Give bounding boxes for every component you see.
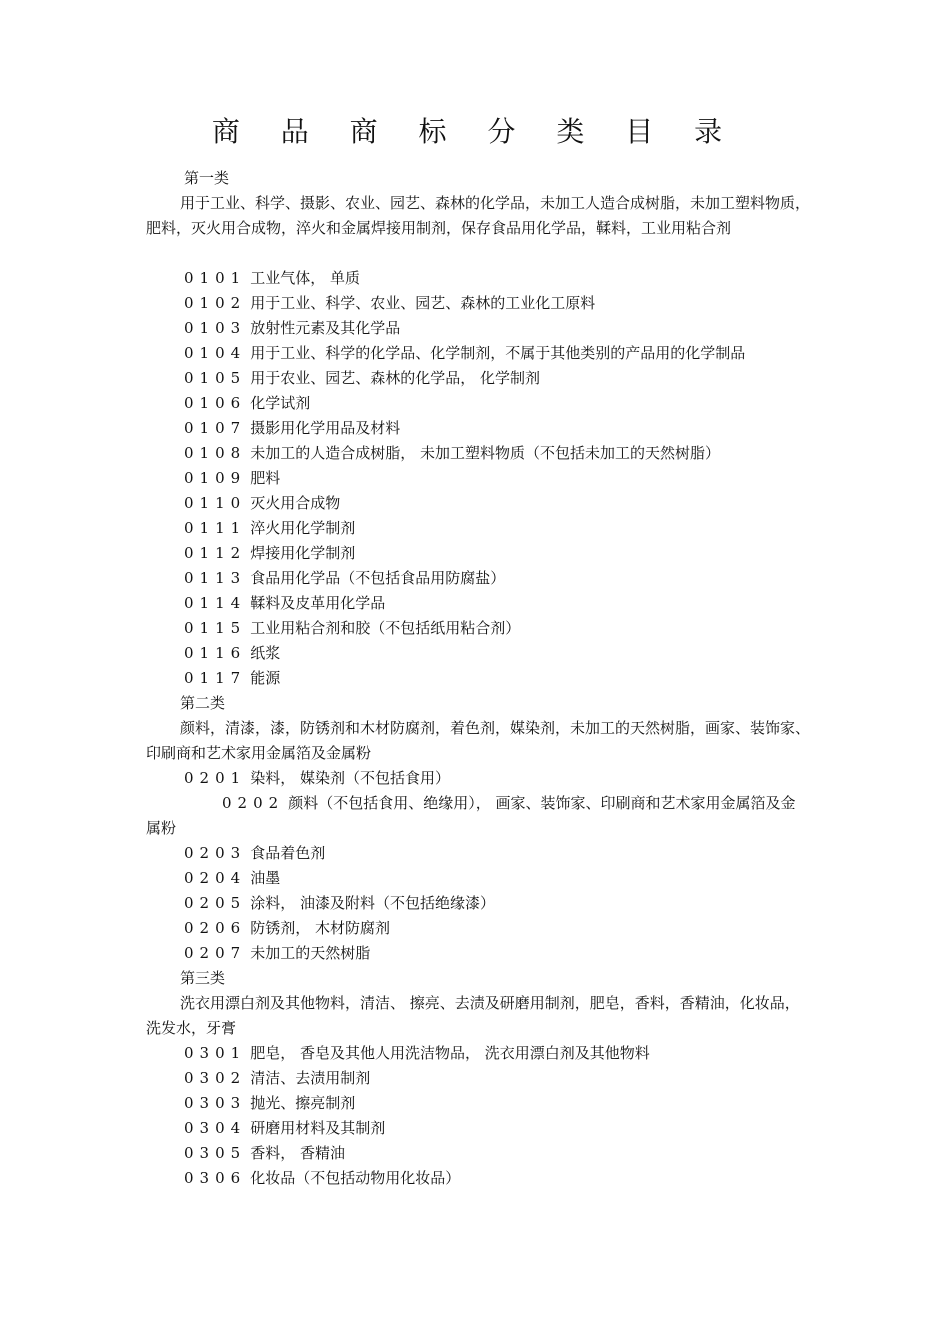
entry-text: 化学试剂 [250,394,311,412]
entry-text: 能源 [250,669,281,687]
list-item [146,391,810,416]
class-entry-list-3 [146,1041,810,1191]
class-heading-1: 第一类 [184,169,230,187]
list-item [146,366,810,391]
entry-text: 香料， 香精油 [250,1144,345,1162]
entry-code: 0203 [184,844,247,862]
entry-text: 鞣料及皮革用化学品 [250,594,386,612]
entry-text: 抛光、擦亮制剂 [250,1094,356,1112]
document-body [146,166,810,1191]
list-item [146,791,810,841]
entry-text: 食品着色剂 [250,844,326,862]
document-title: 商 品 商 标 分 类 目 录 [211,115,739,148]
entry-code: 0107 [184,419,247,437]
list-item [146,1166,810,1191]
list-item [146,341,810,366]
list-item [146,841,810,866]
entry-text: 未加工的天然树脂 [250,944,371,962]
entry-text: 防锈剂， 木材防腐剂 [250,919,390,937]
spacer [146,241,810,266]
entry-code: 0109 [184,469,247,487]
entry-text: 染料， 媒染剂（不包括食用） [250,769,450,787]
entry-code: 0201 [184,769,247,787]
entry-text: 灭火用合成物 [250,494,341,512]
entry-code: 0114 [184,594,247,612]
entry-text: 研磨用材料及其制剂 [250,1119,386,1137]
class-heading-2: 第二类 [180,694,226,712]
entry-text: 清洁、去渍用制剂 [250,1069,371,1087]
class-entry-list-2 [146,766,810,966]
class-description-3: 洗衣用漂白剂及其他物料，清洁、 擦亮、去渍及研磨用制剂，肥皂，香料，香精油，化妆品，洗发水，牙膏 [146,994,800,1037]
list-item [146,916,810,941]
entry-code: 0303 [184,1094,247,1112]
class-entry-list-1 [146,266,810,691]
entry-code: 0207 [184,944,247,962]
entry-text: 工业用粘合剂和胶（不包括纸用粘合剂） [250,619,521,637]
entry-code: 0301 [184,1044,247,1062]
entry-text: 用于工业、科学的化学品、化学制剂，不属于其他类别的产品用的化学制品 [250,344,746,362]
entry-code: 0113 [184,569,247,587]
entry-text: 用于农业、园艺、森林的化学品， 化学制剂 [250,369,540,387]
list-item [146,1066,810,1091]
entry-code: 0112 [184,544,247,562]
list-item [146,891,810,916]
list-item [146,591,810,616]
entry-text: 用于工业、科学、农业、园艺、森林的工业化工原料 [250,294,596,312]
entry-code: 0108 [184,444,247,462]
entry-code: 0105 [184,369,247,387]
entry-code: 0101 [184,269,247,287]
list-item [146,541,810,566]
entry-text: 未加工的人造合成树脂， 未加工塑料物质（不包括未加工的天然树脂） [250,444,720,462]
entry-text: 摄影用化学用品及材料 [250,419,401,437]
entry-text: 焊接用化学制剂 [250,544,356,562]
entry-code: 0117 [184,669,247,687]
entry-code: 0103 [184,319,247,337]
entry-code: 0115 [184,619,247,637]
list-item [146,666,810,691]
entry-code: 0206 [184,919,247,937]
list-item [146,641,810,666]
list-item [146,416,810,441]
entry-code: 0106 [184,394,247,412]
list-item [146,1091,810,1116]
entry-text: 工业气体， 单质 [250,269,360,287]
list-item [146,441,810,466]
entry-code: 0104 [184,344,247,362]
list-item [146,516,810,541]
class-description-1: 用于工业、科学、摄影、农业、园艺、森林的化学品，未加工人造合成树脂，未加工塑料物质，肥料，灭火用合成物，淬火和金属焊接用制剂，保存食品用化学品，鞣料，工业用粘合剂 [146,194,811,237]
entry-code: 0116 [184,644,247,662]
entry-text: 淬火用化学制剂 [250,519,356,537]
class-heading-3: 第三类 [180,969,226,987]
entry-code: 0305 [184,1144,247,1162]
list-item [146,866,810,891]
list-item [146,941,810,966]
list-item [146,1041,810,1066]
list-item [146,466,810,491]
entry-code: 0102 [184,294,247,312]
entry-text: 化妆品（不包括动物用化妆品） [250,1169,461,1187]
list-item [146,1116,810,1141]
class-description-2: 颜料，清漆，漆，防锈剂和木材防腐剂，着色剂，媒染剂，未加工的天然树脂，画家、装饰家、印刷商和艺术家用金属箔及金属粉 [146,719,811,762]
entry-code: 0304 [184,1119,247,1137]
list-item [146,1141,810,1166]
entry-text: 肥皂， 香皂及其他人用洗洁物品， 洗衣用漂白剂及其他物料 [250,1044,650,1062]
entry-code: 0110 [184,494,247,512]
list-item [146,291,810,316]
entry-code: 0202 [222,794,285,812]
list-item [146,616,810,641]
entry-code: 0205 [184,894,247,912]
entry-code: 0111 [184,519,247,537]
entry-text: 食品用化学品（不包括食品用防腐盐） [250,569,506,587]
list-item [146,491,810,516]
list-item [146,566,810,591]
entry-code: 0204 [184,869,247,887]
entry-text: 肥料 [250,469,281,487]
entry-text: 涂料， 油漆及附料（不包括绝缘漆） [250,894,495,912]
list-item [146,266,810,291]
entry-text: 纸浆 [250,644,281,662]
entry-text: 油墨 [250,869,281,887]
list-item [146,316,810,341]
list-item [146,766,810,791]
entry-code: 0306 [184,1169,247,1187]
entry-code: 0302 [184,1069,247,1087]
entry-text: 放射性元素及其化学品 [250,319,401,337]
entry-text: 颜料（不包括食用、绝缘用）， 画家、装饰家、印刷商和艺术家用金属箔及金属粉 [146,794,796,837]
